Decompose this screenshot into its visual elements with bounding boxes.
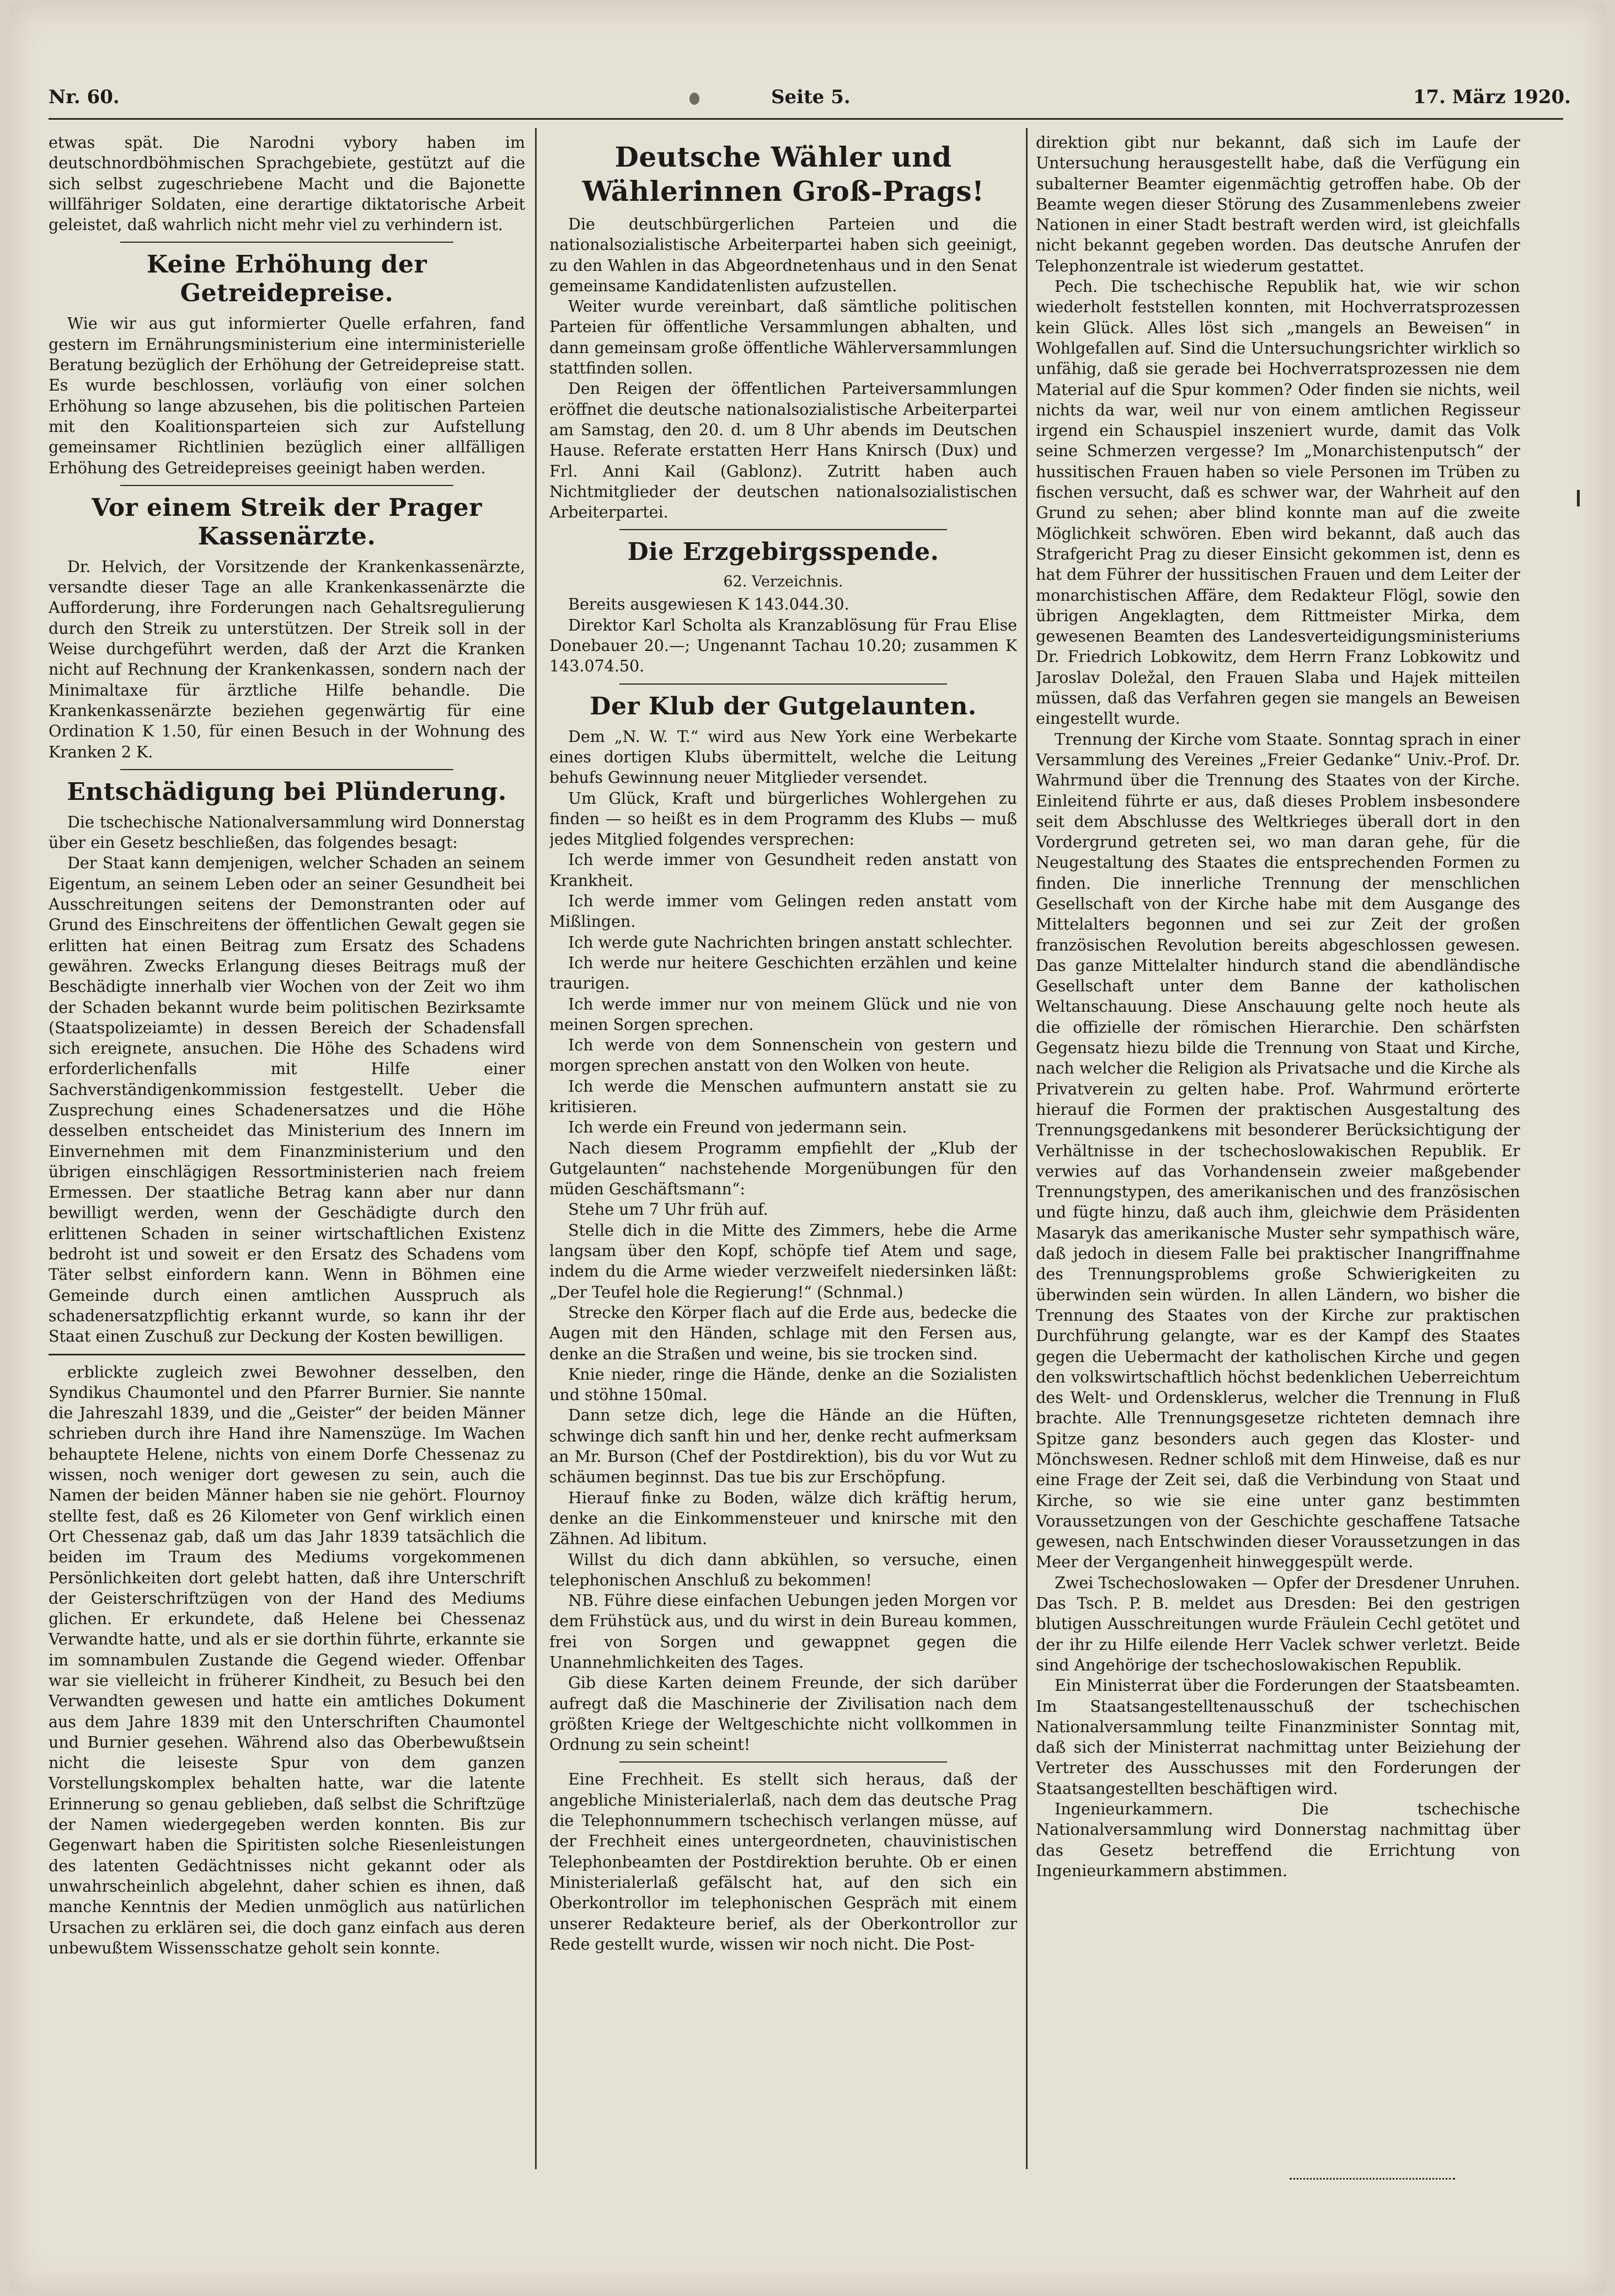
feuilleton-divider: [49, 1354, 525, 1355]
article-divider: [619, 684, 947, 685]
article-text: NB. Führe diese einfachen Uebungen jeden Morgen vor dem Frühstück aus, und du wirst in dein Bureau kommen, frei von Sorgen und gewappnet gegen die Unannehmlichkeiten des Tages.: [549, 1592, 1017, 1672]
article-text: Trennung der Kirche vom Staate. Sonntag sprach in einer Versammlung des Vereines „Freier Gedanke“ Univ.-Prof. Dr. Wahrmund über die Trennung des Staates von der Kirche. Einleitend führte er aus, daß dieses Problem insbesondere seit dem Abschlusse des Weltkrieges überall dort in den Vordergrund getreten sei, wo man daran gehe, für die Neugestaltung des Staates die entsprechenden Formen zu finden. Die innerliche Trennung der menschlichen Gesellschaft von der Kirche habe mit dem Ausgange des Mittelalters begonnen und sei zur Zeit der großen französischen Revolution bereits abgeschlossen gewesen. Das ganze Mittelalter hindurch stand die abendländische Gesellschaft unter dem Banne der katholischen Weltanschauung. Diese Anschauung gelte noch heute als die offizielle der römischen Hierarchie. Den schärfsten Gegensatz hiezu bilde die Trennung von Staat und Kirche, nach welcher die Religion als Privatsache und die Kirche als Privatverein zu gelten habe. Prof. Wahrmund erörterte hierauf die Formen der praktischen Ausgestaltung des Trennungsgedankens mit besonderer Berücksichtigung der Verhältnisse in der tschechoslowakischen Republik. Er verwies auf das Vorhandensein zweier maßgebender Trennungstypen, des amerikanischen und des französischen und fügte hinzu, daß auch ihm, gleichwie dem Präsidenten Masaryk das amerikanische Muster sehr sympathisch wäre, daß jedoch in diesem Falle bei praktischer Inangriffnahme des Trennungsproblems große Schwierigkeiten zu überwinden sein würden. In allen Ländern, wo bisher die Trennung des Staates von der Kirche zur praktischen Durchführung gelangte, war es der Kampf des Staates gegen die Uebermacht der katholischen Kirche und gegen den volkswirtschaftlich höchst bedenklichen Ueberreichtum des Welt- und Ordensklerus, welcher die Trennung in Fluß brachte. Alle Trennungsgesetze richteten demnach ihre Spitze ganz besonders auch gegen das Kloster- und Mönchswesen. Redner schloß mit dem Hinweise, daß es nur eine Frage der Zeit sei, daß die Verbindung von Staat und Kirche, so wie sie eine unter ganz bestimmten Voraussetzungen von der Geschichte geschaffene Tatsache gewesen, nach Entschwinden dieser Voraussetzungen in das Meer der Vergangenheit hinweggespült werde.: [1036, 730, 1520, 1572]
feuilleton-text: erblickte zugleich zwei Bewohner desselben, den Syndikus Chaumontel und den Pfarrer Burnier. Sie nannte die Jahreszahl 1839, und die „Geister“ der beiden Männer schrieben durch ihre Hand ihre Namenszüge. Im Wachen behauptete Helene, nichts von einem Dorfe Chessenaz zu wissen, noch weniger dort gewesen zu sein, auch die Namen der beiden Männer haben sie nie gehört. Flournoy stellte fest, daß es 26 Kilometer von Genf wirklich einen Ort Chessenaz gab, daß um das Jahr 1839 tatsächlich die beiden im Traum des Mediums vorgekommenen Persönlichkeiten dort gelebt hatten, daß ihre Unterschrift der Geisterschriftzügen von der Hand des Mediums glichen. Er erkundete, daß Helene bei Chessenaz Verwandte hatte, und als er sie dorthin führte, erkannte sie im somnambulen Zustande die Gegend wieder. Offenbar war sie vielleicht in früherer Kindheit, zu Besuch bei den Verwandten gewesen und hatte ein amtliches Dokument aus dem Jahre 1839 mit den Unterschriften Chaumontel und Burnier gesehen. Während also das Oberbewußtsein nicht die leiseste Spur von dem ganzen Vorstellungskomplex behalten hatte, war die latente Erinnerung so genau geblieben, daß selbst die Schriftzüge der Namen wiedergegeben werden konnten. Bis zur Gegenwart haben die Spiritisten solche Riesenleistungen des latenten Gedächtnisses nicht gekannt oder als unwahrscheinlich abgelehnt, daher schien es ihnen, daß manche Kenntnis der Medien unmöglich aus natürlichen Ursachen zu erklären sei, die doch ganz einfach aus deren unbewußtem Wissensschatze geholt sein konnte.: [49, 1363, 525, 1957]
article-text: Ich werde die Menschen aufmuntern anstatt sie zu kritisieren.: [549, 1077, 1017, 1116]
article-text: Weiter wurde vereinbart, daß sämtliche politischen Parteien für öffentliche Versammlungen abhalten, und dann gemeinsam große öffentliche Wählerversammlungen stattfinden sollen.: [549, 297, 1017, 378]
article-divider: [619, 529, 947, 530]
article-text: Ich werde ein Freund von jedermann sein.: [568, 1118, 907, 1137]
article-text: Ingenieurkammern. Die tschechische Nationalversammlung wird Donnerstag nachmittag über das Gesetz betreffend die Errichtung von Ingenieurkammern abstimmen.: [1036, 1800, 1520, 1880]
article-text: Zwei Tschechoslowaken — Opfer der Dresdener Unruhen. Das Tsch. P. B. meldet aus Dresden: Bei den gestrigen blutigen Ausschreitungen wurde Fräulein Cechl getötet und der ihr zu Hilfe eilende Herr Vaclek schwer verletzt. Beide sind Angehörige der tschechoslowakischen Republik.: [1036, 1573, 1520, 1674]
article-text: Stelle dich in die Mitte des Zimmers, hebe die Arme langsam über den Kopf, schöpfe tief Atem und sage, indem du die Arme wieder verzweifelt niedersinken läßt: „Der Teufel hole die Regierung!“ (Schnmal.): [549, 1221, 1017, 1301]
article-text: Direktor Karl Scholta als Kranzablösung für Frau Elise Donebauer 20.—; Ungenannt Tachau 10.20; zusammen K 143.074.50.: [549, 616, 1017, 676]
article-text: Eine Frechheit. Es stellt sich heraus, daß der angebliche Ministerialerlaß, nach dem das deutsche Prag die Telephonnummern tschechisch verlangen müsse, auf der Frechheit eines untergeordneten, chauvinistischen Telephonbeamten der Postdirektion beruhte. Ob er einen Ministerialerlaß gefälscht hat, auf den sich ein Oberkontrollor im telephonischen Gespräch mit einem unserer Redakteure berief, als der Oberkontrollor zur Rede gestellt wurde, wissen wir noch nicht. Die Post-: [549, 1770, 1017, 1953]
article-text: Ich werde immer nur von meinem Glück und nie von meinen Sorgen sprechen.: [549, 995, 1017, 1034]
article-headline: Vor einem Streik der Prager Kassenärzte.: [92, 493, 482, 551]
article-text: Ein Ministerrat über die Forderungen der Staatsbeamten. Im Staatsangestelltenausschuß der tschechischen Nationalversammlung teilte Finanzminister Sonntag mit, daß sich der Ministerrat nachmittag unter Beiziehung der Vertreter des Ausschusses mit den Forderungen der Staatsangestellten beschäftigen wird.: [1036, 1676, 1520, 1798]
article-text: Dann setze dich, lege die Hände an die Hüften, schwinge dich sanft hin und her, denke recht aufmerksam an Mr. Burson (Chef der Postdirektion), bis du vor Wut zu schäumen beginnst. Das tue bis zur Erschöpfung.: [549, 1406, 1017, 1487]
article-text: Um Glück, Kraft und bürgerliches Wohlergehen zu finden — so heißt es in dem Programm des Klubs — muß jedes Mitglied folgendes versprechen:: [549, 789, 1017, 849]
article-headline: Entschädigung bei Plünderung.: [67, 777, 507, 806]
article-text: Ich werde nur heitere Geschichten erzählen und keine traurigen.: [549, 953, 1017, 993]
column-2: [549, 132, 1017, 2174]
article-text: Ich werde gute Nachrichten bringen anstatt schlechter.: [568, 933, 1013, 952]
column-rule: [535, 128, 537, 2169]
article-text: Der Staat kann demjenigen, welcher Schaden an seinem Eigentum, an seinem Leben oder an seiner Gesundheit bei Ausschreitungen seitens der Demonstranten oder auf Grund des Einschreitens der öffentlichen Gewalt gegen sie erlitten hat einen Beitrag zum Ersatz des Schadens gewähren. Zwecks Erlangung dieses Beitrags muß der Beschädigte innerhalb vier Wochen von der Zeit wo ihm der Schaden bekannt wurde beim politischen Bezirksamte (Staatspolizeiamte) in dessen Bereich der Schadensfall sich ereignete, ansuchen. Die Höhe des Schadens wird erforderlichenfalls mit Hilfe einer Sachverständigenkommission festgestellt. Ueber die Zusprechung eines Schadenersatzes und die Höhe desselben entscheidet das Ministerium des Innern im Einvernehmen mit dem Finanzministerium und den übrigen einschlägigen Ressortministerien nach freiem Ermessen. Der staatliche Betrag kann aber nur dann bewilligt werden, wenn der Geschädigte durch den erlittenen Schaden in seiner wirtschaftlichen Existenz bedroht ist und soweit er den Ersatz des Schadens vom Täter selbst einfordern kann. Wenn in Böhmen eine Gemeinde durch einen amtlichen Ausspruch als schadenersatzpflichtig erkannt wurde, so kann ihr der Staat einen Zuschuß zur Deckung der Kosten bewilligen.: [49, 854, 525, 1346]
article-text: Dr. Helvich, der Vorsitzende der Krankenkassenärzte, versandte dieser Tage an alle Krankenkassenärzte die Aufforderung, ihre Forderungen nach Gehaltsregulierung durch den Streik zu unterstützen. Der Streik soll in der Weise durchgeführt werden, daß der Arzt die Kranken nicht auf Rechnung der Krankenkassen, sondern nach der Minimaltaxe für ärztliche Hilfe behandle. Die Krankenkassenärzte beziehen gegenwärtig für eine Ordination K 1.50, für einen Besuch in der Wohnung des Kranken 2 K.: [49, 557, 525, 761]
article-text: Ich werde immer von Gesundheit reden anstatt von Krankheit.: [549, 851, 1017, 890]
end-mark: [1290, 2178, 1455, 2182]
column-1: [49, 132, 525, 2174]
issue-number: Nr. 60.: [49, 86, 120, 108]
article-headline: Die Erzgebirgsspende.: [627, 538, 939, 567]
article-headline: Der Klub der Gutgelaunten.: [590, 692, 977, 720]
article-text: etwas spät. Die Narodni vybory haben im deutschnordböhmischen Sprachgebiete, gestützt auf die sich selbst zugeschriebene Macht und die Bajonette willfähriger Soldaten, eine derartige diktatorische Arbeit geleistet, daß wahrlich nicht mehr viel zu verhindern ist.: [49, 134, 525, 234]
page-header: [49, 83, 1571, 116]
header-rule: [49, 118, 1563, 120]
article-divider: [619, 1761, 947, 1763]
article-headline: Keine Erhöhung der Getreidepreise.: [146, 250, 427, 308]
article-text: Gib diese Karten deinem Freunde, der sich darüber aufregt daß die Maschinerie der Zivilisation nach dem größten Kriege der Weltgeschichte nicht vollkommen in Ordnung zu sein scheint!: [549, 1674, 1017, 1754]
column-3: [1036, 132, 1520, 2174]
article-text: Willst du dich dann abkühlen, so versuche, einen telephonischen Anschluß zu bekommen!: [549, 1550, 1017, 1589]
article-text: Den Reigen der öffentlichen Parteiversammlungen eröffnet die deutsche nationalsozialistische Arbeiterpartei am Samstag, den 20. d. um 8 Uhr abends im Deutschen Hause. Referate erstatten Herr Hans Knirsch (Dux) und Frl. Anni Kail (Gablonz). Zutritt haben auch Nichtmitglieder der deutschen nationalsozialistischen Arbeiterpartei.: [549, 380, 1017, 522]
article-text: Strecke den Körper flach auf die Erde aus, bedecke die Augen mit den Händen, schlage mit den Fersen aus, denke an die Straßen und weine, bis sie trocken sind.: [549, 1303, 1017, 1363]
article-text: Die tschechische Nationalversammlung wird Donnerstag über ein Gesetz beschließen, das folgendes besagt:: [49, 813, 525, 852]
margin-mark: [1577, 490, 1580, 506]
page-number: Seite 5.: [771, 86, 851, 108]
article-text: Nach diesem Programm empfiehlt der „Klub der Gutgelaunten“ nachstehende Morgenübungen für den müden Geschäftsmann“:: [549, 1139, 1017, 1199]
article-headline: Deutsche Wähler und Wählerinnen Groß-Prags!: [582, 141, 985, 207]
article-text: Stehe um 7 Uhr früh auf.: [568, 1200, 768, 1219]
article-text: Pech. Die tschechische Republik hat, wie wir schon wiederholt feststellen konnten, mit Hochverratsprozessen kein Glück. Alles löst sich „mangels an Beweisen“ in Wohlgefallen auf. Sind die Untersuchungsrichter wirklich so unfähig, daß sie gerade bei Hochverratsprozessen nie dem Material auf die Spur kommen? Oder finden sie nichts, weil nichts da war, weil nur von einem amtlichen Regisseur irgend ein Schauspiel inszeniert wurde, damit das Volk seine Schmerzen vergesse? Im „Monarchistenputsch“ der hussitischen Frauen haben so viele Personen im Trüben zu fischen versucht, daß es schwer war, der Wahrheit auf den Grund zu sehen; aber blind konnte man auf die zweite Möglichkeit schwören. Eben wird bekannt, daß auch das Strafgericht Prag zu dieser Einsicht gekommen ist, denn es hat dem Führer der hussitischen Frauen und dem Leiter der monarchistischen Affäre, dem Redakteur Flögl, sowie den übrigen Angeklagten, dem Rittmeister Mirka, dem gewesenen Beamten des Landesverteidigungsministeriums Dr. Friedrich Lobkowitz, dem Herrn Franz Lobkowitz und Jaroslav Doležal, den Frauen Slaba und Hajek mitteilen müssen, daß das Verfahren gegen sie mangels an Beweisen eingestellt wurde.: [1036, 277, 1520, 728]
article-subheading: 62. Verzeichnis.: [723, 573, 843, 591]
article-divider: [120, 242, 454, 243]
article-text: Die deutschbürgerlichen Parteien und die nationalsozialistische Arbeiterpartei haben sich geeinigt, zu den Wahlen in das Abgeordnetenhaus und in den Senat gemeinsame Kandidatenlisten aufzustellen.: [549, 215, 1017, 295]
issue-date: 17. März 1920.: [1413, 86, 1571, 108]
article-text: Wie wir aus gut informierter Quelle erfahren, fand gestern im Ernährungsministerium eine interministerielle Beratung bezüglich der Erhöhung der Getreidepreise statt. Es wurde beschlossen, vorläufig von einer solchen Erhöhung so lange abzusehen, bis die politischen Parteien mit den Koalitionsparteien sich zur Aufstellung gemeinsamer Richtlinien bezüglich einer allfälligen Erhöhung des Getreidepreises geeinigt haben werden.: [49, 314, 525, 477]
article-text: direktion gibt nur bekannt, daß sich im Laufe der Untersuchung herausgestellt habe, daß die Verfügung ein subalterner Beamter eigenmächtig getroffen habe. Ob der Beamte wegen dieser Störung des Zusammenlebens zweier Nationen in einer Stadt bestraft werden wird, ist gleichfalls nicht bekannt gegeben worden. Das deutsche Anrufen der Telephonzentrale ist wiederum gestattet.: [1036, 134, 1520, 275]
article-text: Ich werde von dem Sonnenschein von gestern und morgen sprechen anstatt von den Wolken von heute.: [549, 1036, 1017, 1075]
article-divider: [120, 485, 454, 486]
column-rule: [1026, 128, 1028, 2169]
article-text: Hierauf finke zu Boden, wälze dich kräftig herum, denke an die Einkommensteuer und knirsche mit den Zähnen. Ad libitum.: [549, 1488, 1017, 1549]
article-divider: [120, 769, 454, 770]
article-text: Knie nieder, ringe die Hände, denke an die Sozialisten und stöhne 150mal.: [549, 1365, 1017, 1405]
article-text: Bereits ausgewiesen K 143.044.30.: [568, 595, 849, 614]
article-text: Dem „N. W. T.“ wird aus New York eine Werbekarte eines dortigen Klubs übermittelt, welche die Leitung behufs Gewinnung neuer Mitglieder versendet.: [549, 727, 1017, 787]
article-text: Ich werde immer vom Gelingen reden anstatt vom Mißlingen.: [549, 892, 1017, 931]
